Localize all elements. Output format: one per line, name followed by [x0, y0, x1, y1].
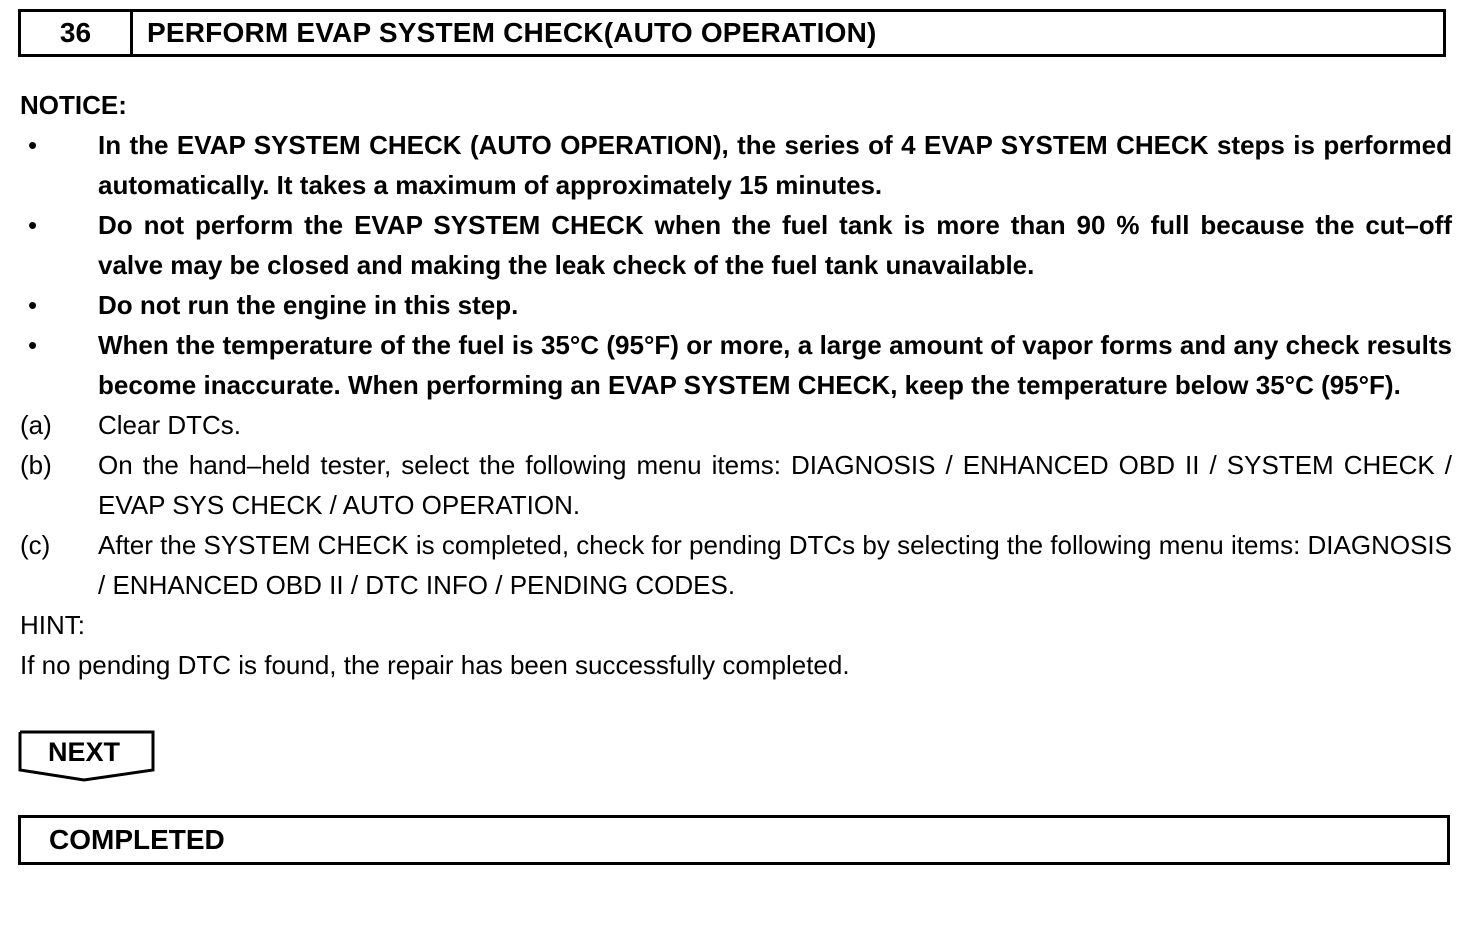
notice-item-text: In the EVAP SYSTEM CHECK (AUTO OPERATION), the series of 4 EVAP SYSTEM CHECK steps is performed automatically. It takes a maximum of approximately 15 minutes.: [98, 130, 1452, 200]
procedure-marker: (c): [20, 530, 51, 560]
bullet-icon: •: [28, 330, 38, 360]
notice-item-text: Do not perform the EVAP SYSTEM CHECK when the fuel tank is more than 90 % full because the cut–off valve may be closed and making the leak check of the fuel tank unavailable.: [98, 210, 1452, 280]
step-content: [20, 85, 1452, 685]
notice-item-text: When the temperature of the fuel is 35°C (95°F) or more, a large amount of vapor forms and any check results become inaccurate. When performing an EVAP SYSTEM CHECK, keep the temperature below 35°C (95°F).: [98, 330, 1452, 400]
completed-box: [18, 815, 1450, 865]
notice-item-text: Do not run the engine in this step.: [98, 290, 519, 320]
procedure-text: Clear DTCs.: [98, 410, 242, 440]
step-number: 36: [21, 12, 133, 54]
notice-item: [20, 125, 1452, 205]
step-header: [18, 9, 1446, 57]
hint-text: If no pending DTC is found, the repair has been successfully completed.: [20, 650, 850, 680]
procedure-step: [20, 405, 1452, 445]
notice-item: [20, 285, 1452, 325]
procedure-text: After the SYSTEM CHECK is completed, check for pending DTCs by selecting the following menu items: DIAGNOSIS / ENHANCED OBD II / DTC INFO / PENDING CODES.: [98, 530, 1452, 600]
procedure-marker: (a): [20, 410, 52, 440]
completed-label: COMPLETED: [49, 824, 225, 855]
notice-label: NOTICE:: [20, 90, 127, 120]
bullet-icon: •: [28, 210, 38, 240]
notice-item: [20, 205, 1452, 285]
hint-label: HINT:: [20, 610, 85, 640]
notice-item: [20, 325, 1452, 405]
procedure-step: [20, 525, 1452, 605]
procedure-marker: (b): [20, 450, 52, 480]
bullet-icon: •: [28, 130, 38, 160]
next-button-label: NEXT: [47, 737, 120, 767]
next-button[interactable]: [18, 730, 156, 784]
bullet-icon: •: [28, 290, 38, 320]
procedure-step: [20, 445, 1452, 525]
procedure-text: On the hand–held tester, select the following menu items: DIAGNOSIS / ENHANCED OBD II / SYSTEM CHECK / EVAP SYS CHECK / AUTO OPERATION.: [98, 450, 1452, 520]
step-title: PERFORM EVAP SYSTEM CHECK(AUTO OPERATION): [147, 17, 877, 48]
